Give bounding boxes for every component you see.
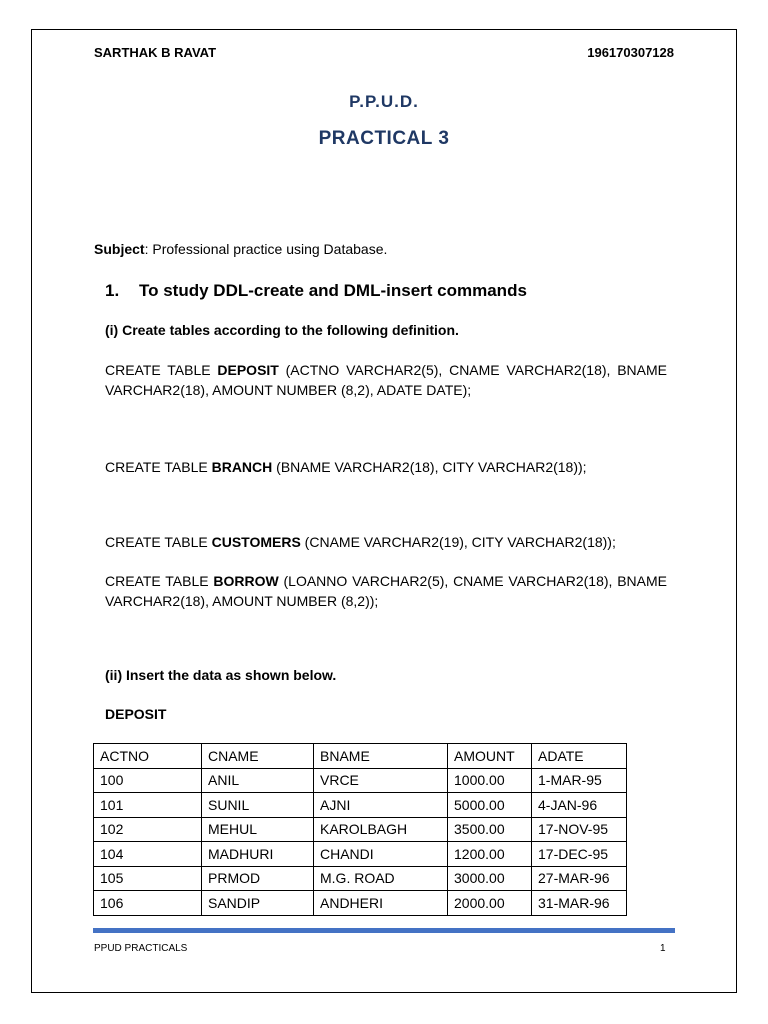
- table-cell: 3500.00: [448, 817, 532, 842]
- table-row: [94, 817, 627, 842]
- table-cell: AJNI: [314, 793, 448, 818]
- table-cell: 105: [94, 866, 202, 891]
- table-cell: 104: [94, 842, 202, 867]
- deposit-table-label: DEPOSIT: [105, 706, 167, 722]
- table-cell: 101: [94, 793, 202, 818]
- create-statement-deposit: [105, 360, 667, 400]
- table-cell: SUNIL: [202, 793, 314, 818]
- table-cell: 1200.00: [448, 842, 532, 867]
- subject-text: : Professional practice using Database.: [144, 241, 388, 257]
- table-row: [94, 842, 627, 867]
- table-name: BORROW: [213, 573, 279, 589]
- table-cell: 4-JAN-96: [532, 793, 627, 818]
- table-cell: 5000.00: [448, 793, 532, 818]
- table-cell: KAROLBAGH: [314, 817, 448, 842]
- statement-body: (BNAME VARCHAR2(18), CITY VARCHAR2(18));: [272, 459, 587, 475]
- table-cell: ANDHERI: [314, 891, 448, 916]
- table-cell: VRCE: [314, 768, 448, 793]
- table-row: [94, 891, 627, 916]
- table-name: BRANCH: [211, 459, 273, 475]
- table-cell: 106: [94, 891, 202, 916]
- statement-body: (ACTNO VARCHAR2(5), CNAME VARCHAR2(18), BNAME VARCHAR2(18), AMOUNT NUMBER (8,2), ADATE DATE);: [105, 362, 667, 398]
- column-header: CNAME: [202, 744, 314, 769]
- table-cell: 100: [94, 768, 202, 793]
- table-cell: 1000.00: [448, 768, 532, 793]
- table-cell: 17-DEC-95: [532, 842, 627, 867]
- subject-label: Subject: [94, 241, 145, 257]
- table-cell: 17-NOV-95: [532, 817, 627, 842]
- table-cell: 2000.00: [448, 891, 532, 916]
- deposit-table: [93, 743, 627, 916]
- section-title: To study DDL-create and DML-insert commands: [139, 281, 527, 300]
- table-cell: MEHUL: [202, 817, 314, 842]
- page-number: 1: [660, 943, 666, 954]
- footer-title: PPUD PRACTICALS: [94, 943, 188, 954]
- column-header: ACTNO: [94, 744, 202, 769]
- course-title: P.P.U.D.: [349, 92, 419, 111]
- section-number: 1.: [105, 281, 120, 300]
- column-header: AMOUNT: [448, 744, 532, 769]
- table-header-row: [94, 744, 627, 769]
- footer-rule: [93, 928, 675, 933]
- statement-prefix: CREATE TABLE: [105, 459, 212, 475]
- column-header: BNAME: [314, 744, 448, 769]
- table-cell: 1-MAR-95: [532, 768, 627, 793]
- statement-body: (CNAME VARCHAR2(19), CITY VARCHAR2(18));: [300, 534, 616, 550]
- table-cell: 31-MAR-96: [532, 891, 627, 916]
- create-statement-borrow: [105, 571, 667, 611]
- table-name: DEPOSIT: [217, 362, 279, 378]
- statement-prefix: CREATE TABLE: [105, 534, 212, 550]
- table-cell: MADHURI: [202, 842, 314, 867]
- table-cell: CHANDI: [314, 842, 448, 867]
- section-heading: [105, 281, 527, 301]
- table-cell: 3000.00: [448, 866, 532, 891]
- statement-prefix: CREATE TABLE: [105, 362, 218, 378]
- insert-heading: (ii) Insert the data as shown below.: [105, 667, 337, 683]
- table-cell: 102: [94, 817, 202, 842]
- table-cell: 27-MAR-96: [532, 866, 627, 891]
- column-header: ADATE: [532, 744, 627, 769]
- table-row: [94, 768, 627, 793]
- create-statement-branch: [105, 457, 667, 477]
- statement-body: (LOANNO VARCHAR2(5), CNAME VARCHAR2(18), BNAME VARCHAR2(18), AMOUNT NUMBER (8,2));: [105, 573, 667, 609]
- header-author: SARTHAK B RAVAT: [94, 45, 217, 60]
- statement-prefix: CREATE TABLE: [105, 573, 214, 589]
- table-row: [94, 793, 627, 818]
- table-cell: SANDIP: [202, 891, 314, 916]
- table-name: CUSTOMERS: [211, 534, 301, 550]
- subject-line: [94, 241, 387, 257]
- table-cell: PRMOD: [202, 866, 314, 891]
- practical-title: PRACTICAL 3: [318, 128, 450, 149]
- table-row: [94, 866, 627, 891]
- create-statement-customers: [105, 532, 667, 552]
- table-cell: M.G. ROAD: [314, 866, 448, 891]
- header-roll-number: 196170307128: [587, 45, 674, 60]
- table-cell: ANIL: [202, 768, 314, 793]
- create-heading: (i) Create tables according to the following definition.: [105, 322, 459, 338]
